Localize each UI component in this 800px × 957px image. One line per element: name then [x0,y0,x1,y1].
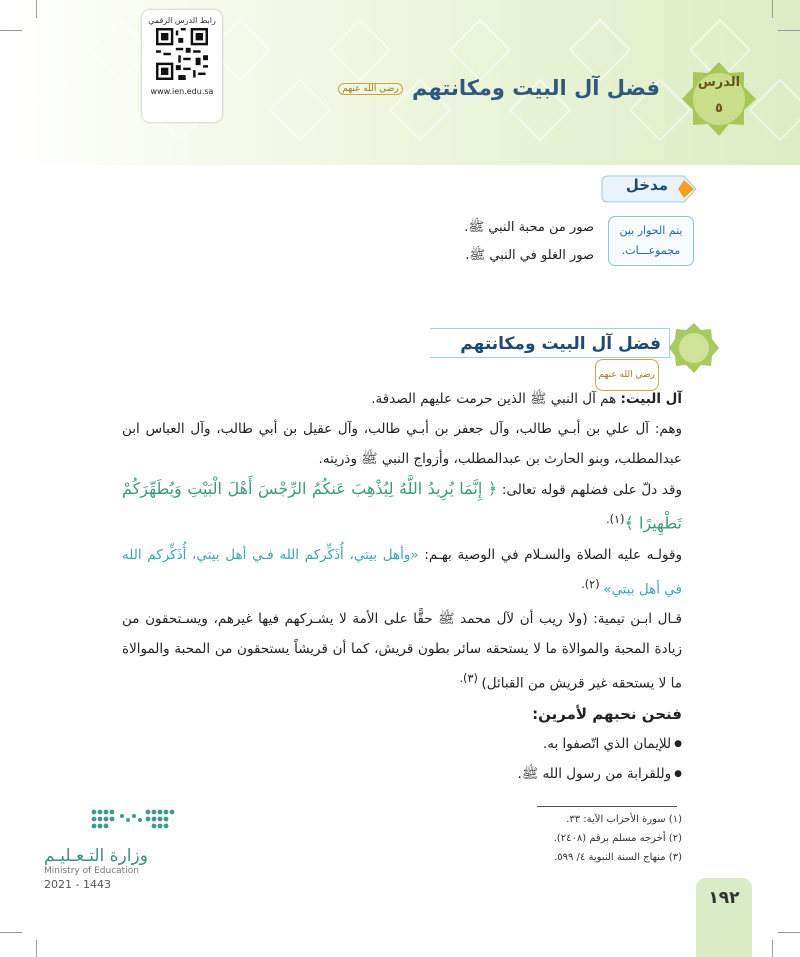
paragraph [122,604,682,699]
paragraph-text: هم آل النبي ﷺ الذين حرمت عليهم الصدقة. [371,391,621,407]
discussion-note [608,216,694,266]
paragraph [122,384,682,414]
crop-mark [36,0,37,18]
paragraph-text: وقد دلّ على فضلهم قوله تعالى: [497,482,682,498]
section-badge-icon [668,322,720,374]
footnotes [554,810,682,867]
discussion-line: يتم الحوار بين [619,224,683,237]
qr-card[interactable] [142,10,222,122]
paragraph-text: وقولـه عليه الصلاة والسـلام في الوصية بهـم: [418,546,682,563]
lesson-badge-number: ٥ [715,101,723,116]
ministry-logo-icon [88,802,178,838]
crop-mark [772,940,773,957]
footnote-ref: (٢). [581,577,604,591]
term-label: آل البيت: [620,391,682,407]
intro-item: صور الغلو في النبي ﷺ. [465,248,594,263]
qr-code-icon[interactable] [156,28,208,80]
footnote-ref: (١). [606,513,625,526]
crop-mark [778,30,800,31]
body-text [122,384,682,789]
crop-mark [0,932,22,933]
lesson-title [336,76,660,100]
section-title-text: فضل آل البيت ومكانتهم [460,334,661,354]
footnote-ref: (٣). [459,672,482,685]
footnote: (١) سورة الأحزاب الآية: ٣٣. [566,814,682,825]
footnote: (٢) أخرجه مسلم برقم (٢٤٠٨). [553,833,682,844]
crop-mark [36,940,37,957]
intro-item: صور من محبة النبي ﷺ. [464,220,594,235]
footnote: (٣) منهاج السنة النبوية ٤/ ٥٩٩. [554,852,682,863]
lesson-badge-label: الدرس [697,75,741,90]
honorific-seal: رضي الله عنهم [338,83,402,95]
intro-label: مدخل [625,176,669,194]
qr-title: رابط الدرس الرقمي [148,16,216,25]
paragraph [122,540,682,605]
intro-list [464,214,594,270]
hadith-quote: «وأهل بيتي، أُذَكِّركم الله فـي أهل بيتي، أُذَكِّركم الله في أهل بيتي» [122,546,682,597]
crop-mark [0,30,22,31]
page-number: ١٩٢ [708,888,740,908]
discussion-line: مجموعـــات. [621,244,681,257]
sub-heading: فنحن نحبهم لأمرين: [532,704,682,723]
ministry-name-english: Ministry of Education [44,866,139,876]
paragraph [122,474,682,540]
bullet-item: ● للإيمان الذي اتّصفوا به. [122,729,682,759]
bullet-item: ● وللقرابة من رسول الله ﷺ. [122,759,682,789]
quran-verse: ﴿ إِنَّمَا يُرِيدُ اللَّهُ لِيُذْهِبَ عَنكُمُ الرِّجْسَ أَهْلَ الْبَيْتِ وَيُطَهِّرَكُمْ تَطْهِيرًا ﴾ [122,479,682,533]
crop-mark [772,0,773,18]
paragraph-text: قـال ابـن تيمية: (ولا ريب أن لآل محمد ﷺ حقًّا على الأمة لا يشـركهم فيها غيرهم، ويسـتحقون من زيادة المحبة والموالاة ما لا يستحقه سائر بطون قريش، كما أن قريشاً يستحقون من المحبة والموالاة ما لا يستحقه غير قريش من القبائل) [122,611,682,692]
crop-mark [778,932,800,933]
lesson-title-text: فضل آل البيت ومكانتهم [412,76,660,100]
lesson-badge [680,70,758,122]
paragraph: وهم: آل علي بن أبـي طالب، وآل جعفر بن أبـي طالب، وآل عقيل بن أبي طالب، وآل العباس ابن عبدالمطلب، وبنو الحارث بن عبدالمطلب، وأزواج النبي ﷺ وذريته. [122,421,682,467]
ministry-name-arabic: وزارة التـعـليـم [44,846,148,866]
qr-url[interactable]: www.ien.edu.sa [150,87,214,96]
section-title [430,328,670,380]
honorific-seal: رضي الله عنهم [595,359,659,391]
edition-year: 2021 - 1443 [44,878,111,891]
footnote-divider [537,806,677,807]
